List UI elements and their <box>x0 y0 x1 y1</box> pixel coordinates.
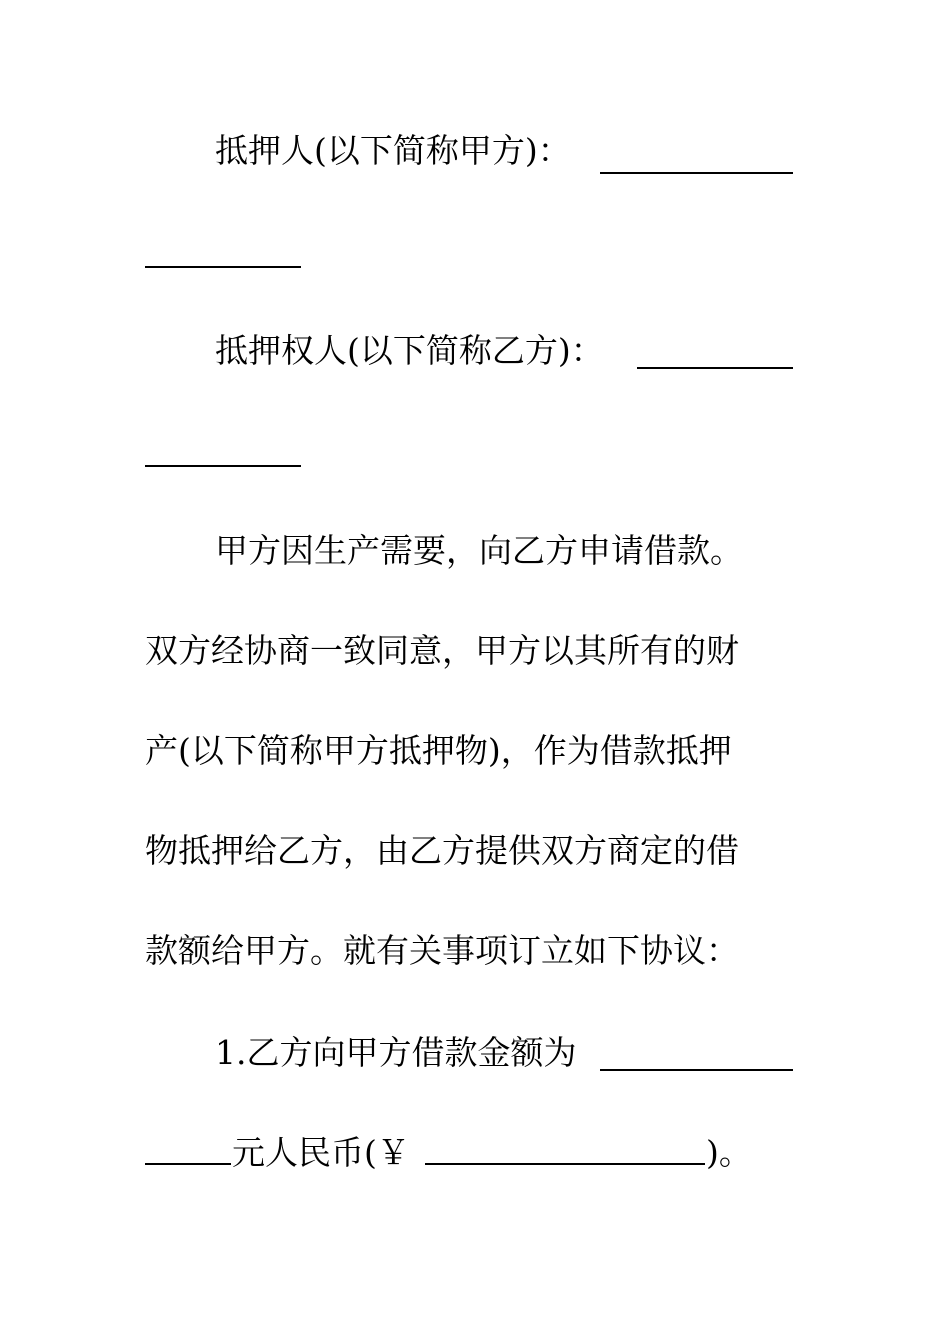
loan-amount-figure-blank <box>425 1163 705 1165</box>
mortgagor-blank <box>600 172 793 174</box>
loan-amount-blank-continued <box>145 1163 231 1165</box>
paragraph-line-5: 款额给甲方。就有关事项订立如下协议： <box>145 931 739 970</box>
mortgagee-blank-continued <box>145 465 301 467</box>
clause-1-line-2 <box>232 1130 712 1176</box>
paragraph-line-4: 物抵押给乙方，由乙方提供双方商定的借 <box>145 831 739 870</box>
clause-1-label: 1.乙方向甲方借款金额为 <box>215 1033 577 1072</box>
paragraph-line-1: 甲方因生产需要，向乙方申请借款。 <box>215 531 743 570</box>
paragraph-line-2: 双方经协商一致同意，甲方以其所有的财 <box>145 631 739 670</box>
mortgagee-blank <box>637 367 793 369</box>
mortgagor-blank-continued <box>145 266 301 268</box>
paragraph-line-3: 产(以下简称甲方抵押物)，作为借款抵押 <box>145 731 732 770</box>
clause-1-end: )。 <box>706 1133 752 1172</box>
mortgagor-label: 抵押人(以下简称甲方)： <box>215 131 571 170</box>
currency-label: 元人民币(￥ <box>232 1133 410 1172</box>
mortgagee-label: 抵押权人(以下简称乙方)： <box>215 331 604 370</box>
mortgagor-line <box>215 128 795 174</box>
loan-amount-blank <box>600 1069 793 1071</box>
